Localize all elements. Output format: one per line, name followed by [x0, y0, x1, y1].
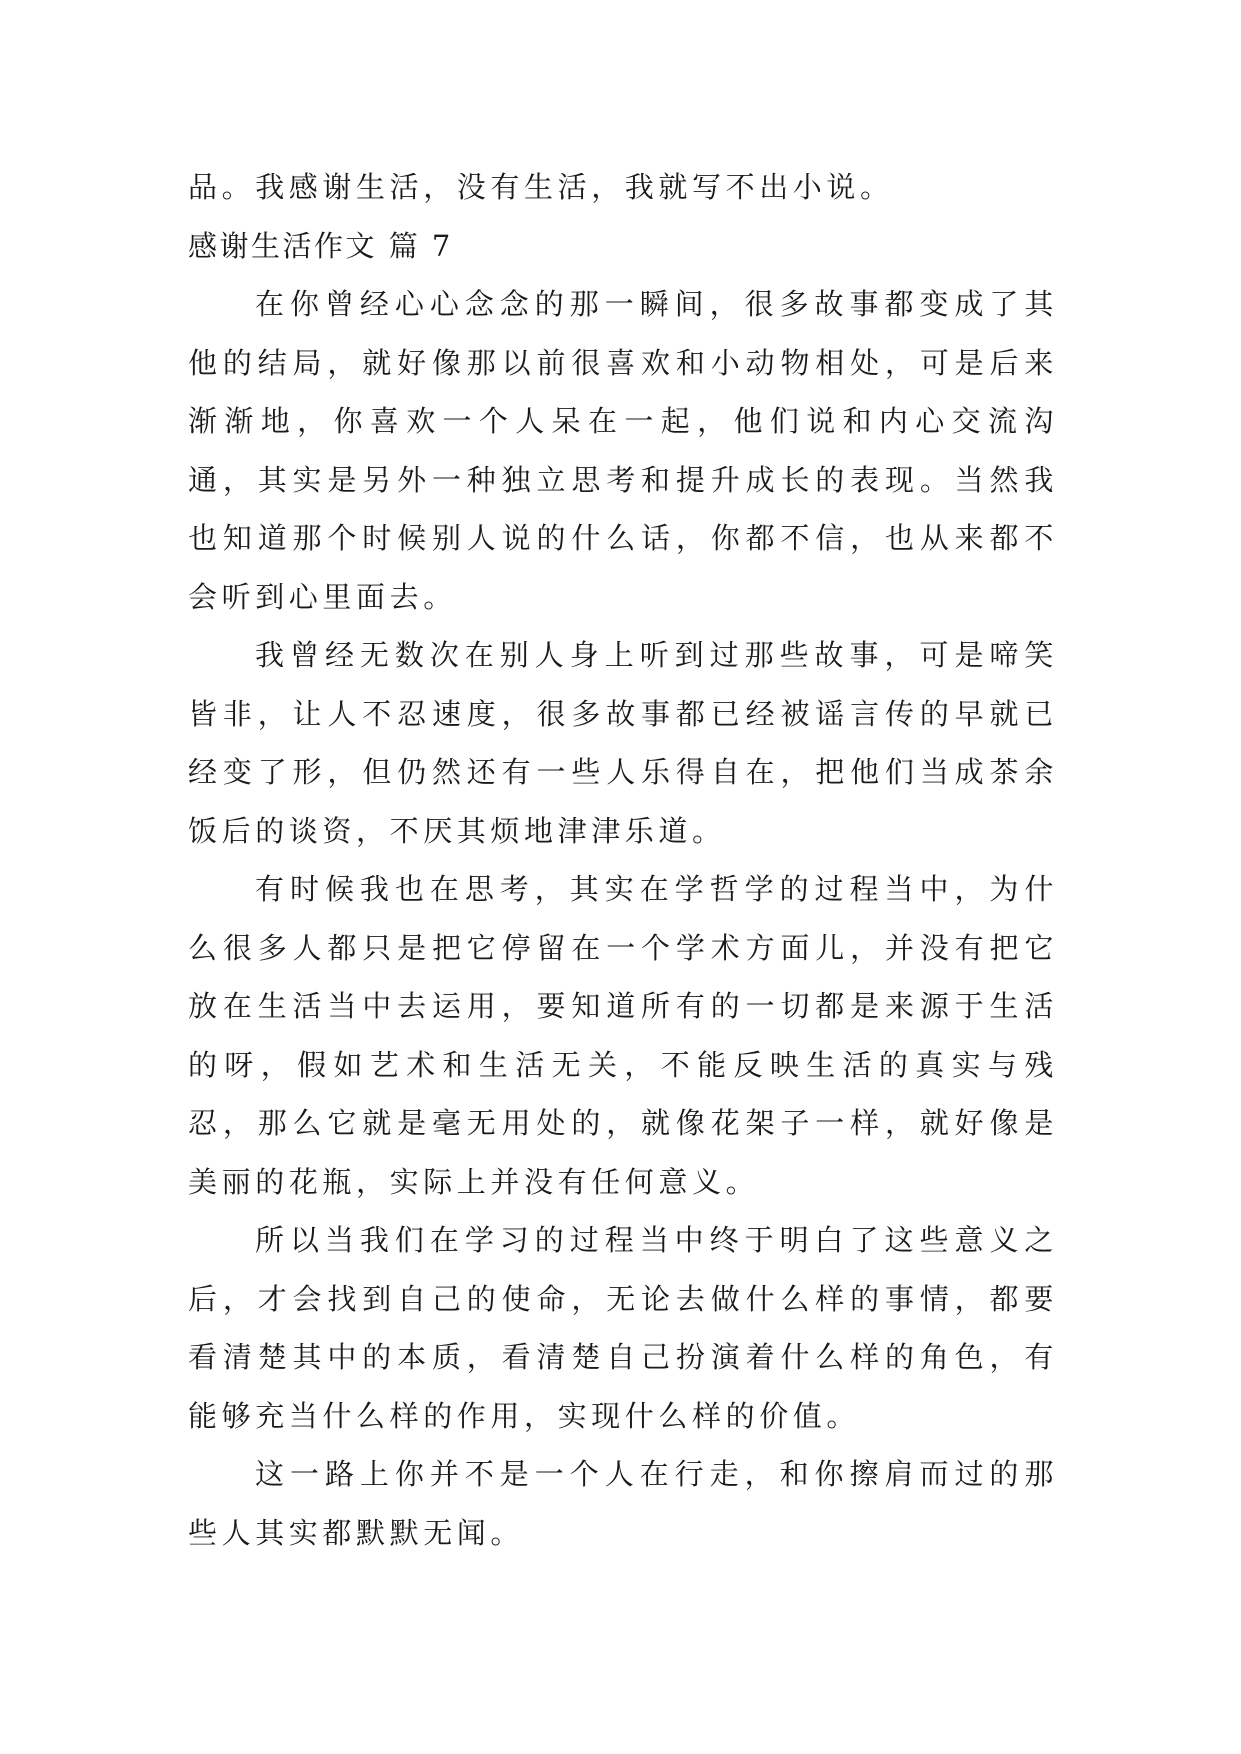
document-body [188, 158, 1058, 1562]
section-heading: 感谢生活作文 篇 7 [188, 228, 453, 263]
body-paragraph-4: 所以当我们在学习的过程当中终于明白了这些意义之后，才会找到自己的使命，无论去做什么样的事情，都要看清楚其中的本质，看清楚自己扮演着什么样的角色，有能够充当什么样的作用，实现什么样的价值。 [188, 1223, 1058, 1433]
lead-paragraph-fragment: 品。我感谢生活，没有生活，我就写不出小说。 [188, 170, 894, 204]
body-paragraph-3: 有时候我也在思考，其实在学哲学的过程当中，为什么很多人都只是把它停留在一个学术方面儿，并没有把它放在生活当中去运用，要知道所有的一切都是来源于生活的呀，假如艺术和生活无关，不能反映生活的真实与残忍，那么它就是毫无用处的，就像花架子一样，就好像是美丽的花瓶，实际上并没有任何意义。 [188, 872, 1058, 1199]
body-paragraph-2: 我曾经无数次在别人身上听到过那些故事，可是啼笑皆非，让人不忍速度，很多故事都已经被谣言传的早就已经变了形，但仍然还有一些人乐得自在，把他们当成茶余饭后的谈资，不厌其烦地津津乐道。 [188, 638, 1058, 848]
body-paragraph-1: 在你曾经心心念念的那一瞬间，很多故事都变成了其他的结局，就好像那以前很喜欢和小动物相处，可是后来渐渐地，你喜欢一个人呆在一起，他们说和内心交流沟通，其实是另外一种独立思考和提升成长的表现。当然我也知道那个时候别人说的什么话，你都不信，也从来都不会听到心里面去。 [188, 287, 1058, 614]
body-paragraph-5: 这一路上你并不是一个人在行走，和你擦肩而过的那些人其实都默默无闻。 [188, 1457, 1058, 1550]
